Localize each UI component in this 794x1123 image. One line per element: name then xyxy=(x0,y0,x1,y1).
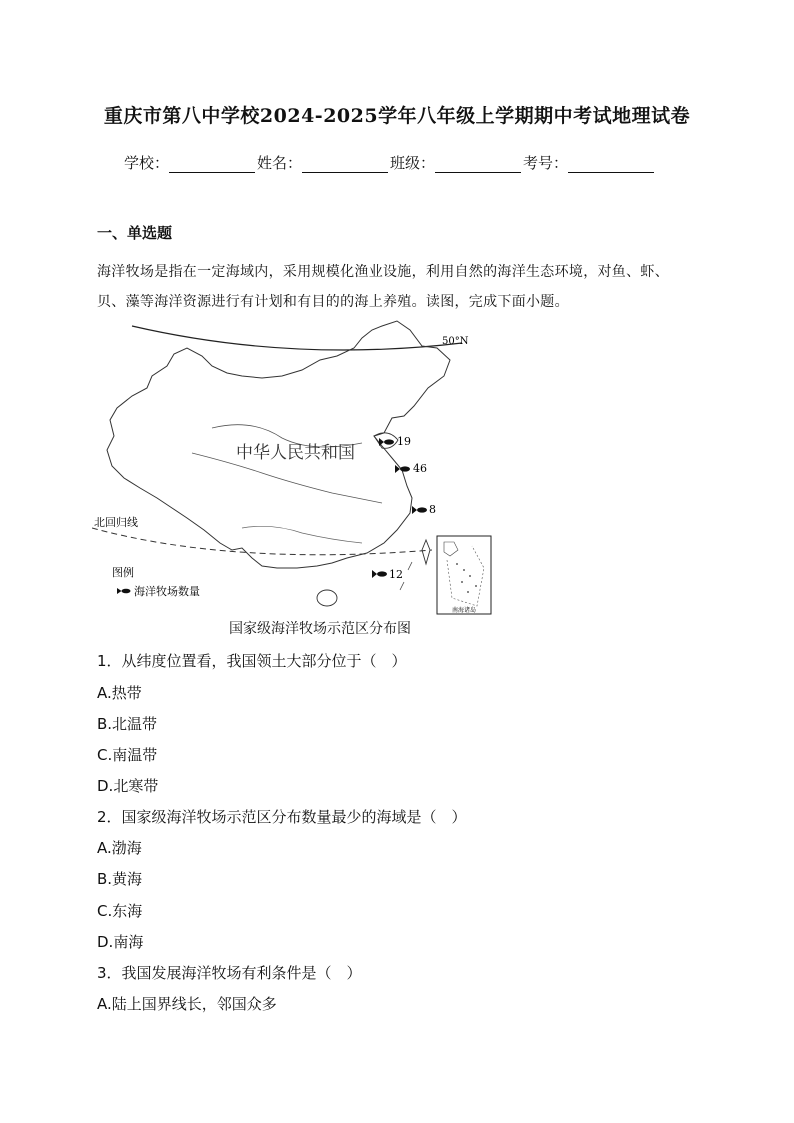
pearl-river xyxy=(242,526,362,543)
ocean-ranch-map xyxy=(92,318,502,618)
exam-title: 重庆市第八中学校2024-2025学年八年级上学期期中考试地理试卷 xyxy=(103,105,691,127)
legend-fish-icon xyxy=(122,589,131,594)
tropic-label: 北回归线 xyxy=(94,516,138,529)
latitude-50n-line xyxy=(132,326,462,350)
question-2-option-d[interactable]: D.南海 xyxy=(97,933,144,951)
name-label: 姓名： xyxy=(257,154,303,172)
count-south-sea: 12 xyxy=(389,568,403,581)
school-field xyxy=(124,152,257,173)
question-2-option-b[interactable]: B.黄海 xyxy=(97,870,143,888)
question-3-option-a[interactable]: A.陆上国界线长，邻国众多 xyxy=(97,995,277,1013)
legend-item xyxy=(117,584,200,598)
question-1-option-c[interactable]: C.南温带 xyxy=(97,746,158,764)
country-label: 中华人民共和国 xyxy=(236,443,355,463)
inset-label: 南海诸岛 xyxy=(451,607,477,614)
fish-icon xyxy=(377,571,387,576)
question-1-option-d[interactable]: D.北寒带 xyxy=(97,777,159,795)
marker-east-sea xyxy=(412,503,436,516)
question-1-option-a[interactable]: A.热带 xyxy=(97,684,142,702)
tropic-of-cancer-line xyxy=(92,528,432,555)
legend-title: 图例 xyxy=(112,566,134,579)
fish-icon xyxy=(384,439,394,444)
map-figure xyxy=(92,318,502,618)
school-blank[interactable] xyxy=(169,154,255,173)
inset-island xyxy=(469,575,471,577)
section-heading: 一、单选题 xyxy=(97,224,173,242)
nine-dash-segment xyxy=(408,562,412,570)
nine-dash-segment xyxy=(400,582,404,590)
class-field xyxy=(390,152,523,173)
question-1-option-b[interactable]: B.北温带 xyxy=(97,715,158,733)
exam-number-field xyxy=(523,152,656,173)
question-2-option-a[interactable]: A.渤海 xyxy=(97,839,142,857)
hainan-island xyxy=(317,590,337,606)
question-2-option-c[interactable]: C.东海 xyxy=(97,902,143,920)
inset-island xyxy=(461,581,463,583)
question-1-stem: 1．从纬度位置看，我国领土大部分位于（ ） xyxy=(97,652,407,670)
inset-island xyxy=(456,563,458,565)
inset-boundary xyxy=(447,546,484,606)
exam-number-blank[interactable] xyxy=(568,154,654,173)
name-field xyxy=(257,152,390,173)
exam-number-label: 考号： xyxy=(523,154,569,172)
south-china-sea-inset xyxy=(437,536,491,614)
map-caption: 国家级海洋牧场示范区分布图 xyxy=(229,621,411,637)
question-3-stem: 3．我国发展海洋牧场有利条件是（ ） xyxy=(97,964,362,982)
fish-tail-icon xyxy=(372,570,377,578)
class-blank[interactable] xyxy=(435,154,521,173)
inset-island xyxy=(467,591,469,593)
school-label: 学校： xyxy=(124,154,170,172)
legend-fish-tail-icon xyxy=(117,588,122,594)
question-2-stem: 2．国家级海洋牧场示范区分布数量最少的海域是（ ） xyxy=(97,808,467,826)
name-blank[interactable] xyxy=(302,154,388,173)
count-yellow-sea: 46 xyxy=(413,462,427,475)
taiwan-island xyxy=(422,540,430,564)
count-east-sea: 8 xyxy=(429,503,436,516)
legend-label: 海洋牧场数量 xyxy=(134,585,200,598)
inset-island xyxy=(463,569,465,571)
passage-text: 海洋牧场是指在一定海域内，采用规模化渔业设施，利用自然的海洋生态环境，对鱼、虾、贝、藻等海洋资源进行有计划和有目的的海上养殖。读图，完成下面小题。 xyxy=(97,264,669,310)
count-bohai: 19 xyxy=(397,435,411,448)
inset-island xyxy=(475,585,477,587)
fish-tail-icon xyxy=(412,506,417,514)
marker-yellow-sea xyxy=(395,462,427,475)
latitude-label: 50°N xyxy=(442,336,469,347)
class-label: 班级： xyxy=(390,154,436,172)
student-info-row xyxy=(124,152,684,173)
inset-coast xyxy=(444,542,458,556)
fish-icon xyxy=(417,507,427,512)
marker-south-sea xyxy=(372,568,403,581)
fish-icon xyxy=(400,466,410,471)
